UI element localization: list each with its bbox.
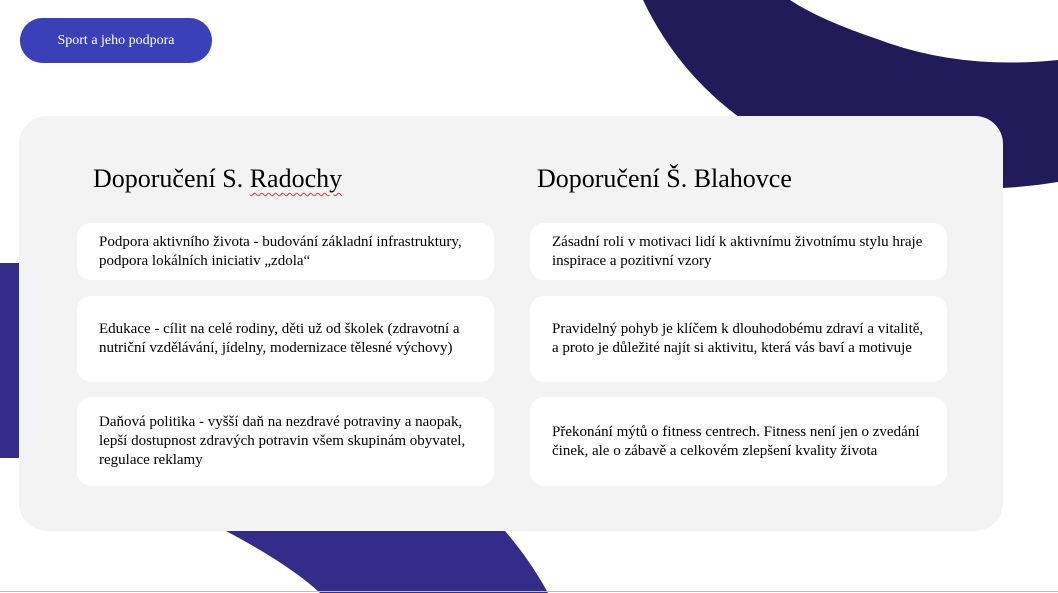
bottom-arc-shape [226,531,548,593]
blahovec-card-2-text: Pravidelný pohyb je klíčem k dlouhodobému zdraví a vitalitě, a proto je důležité najít si aktivitu, která vás baví a motivuje [552,321,924,356]
radocha-card-1 [77,223,494,280]
radocha-card-2 [77,296,494,382]
blahovec-card-1 [530,223,947,280]
blahovec-card-3-text: Překonání mýtů o fitness centrech. Fitness není jen o zvedání činek, ale o zábavě a celkovém zlepšení kvality života [552,423,920,459]
section-pill-button[interactable] [20,18,212,63]
radocha-card-2-text: Edukace - cílit na celé rodiny, děti už od školek (zdravotní a nutriční vzdělávání, jídelny, modernizace tělesné výchovy) [99,321,460,356]
radocha-heading [93,164,342,194]
blahovec-card-2 [530,296,947,382]
section-pill-label: Sport a jeho podpora [57,32,175,48]
radocha-heading-name: Radochy [249,164,343,193]
blahovec-card-3 [530,397,947,486]
left-edge-shape [0,263,19,458]
radocha-card-3 [77,397,494,486]
radocha-heading-prefix: Doporučení S. [93,164,250,193]
blahovec-card-1-text: Zásadní roli v motivaci lidí k aktivnímu životnímu stylu hraje inspirace a pozitivní vzory [552,233,923,269]
bottom-divider [0,591,1058,592]
radocha-card-1-text: Podpora aktivního života - budování základní infrastruktury, podpora lokálních iniciativ „zdola“ [99,233,462,269]
radocha-card-3-text: Daňová politika - vyšší daň na nezdravé potraviny a naopak, lepší dostupnost zdravých potravin všem skupinám obyvatel, regulace reklamy [99,414,466,468]
blahovec-heading: Doporučení Š. Blahovce [537,164,792,193]
